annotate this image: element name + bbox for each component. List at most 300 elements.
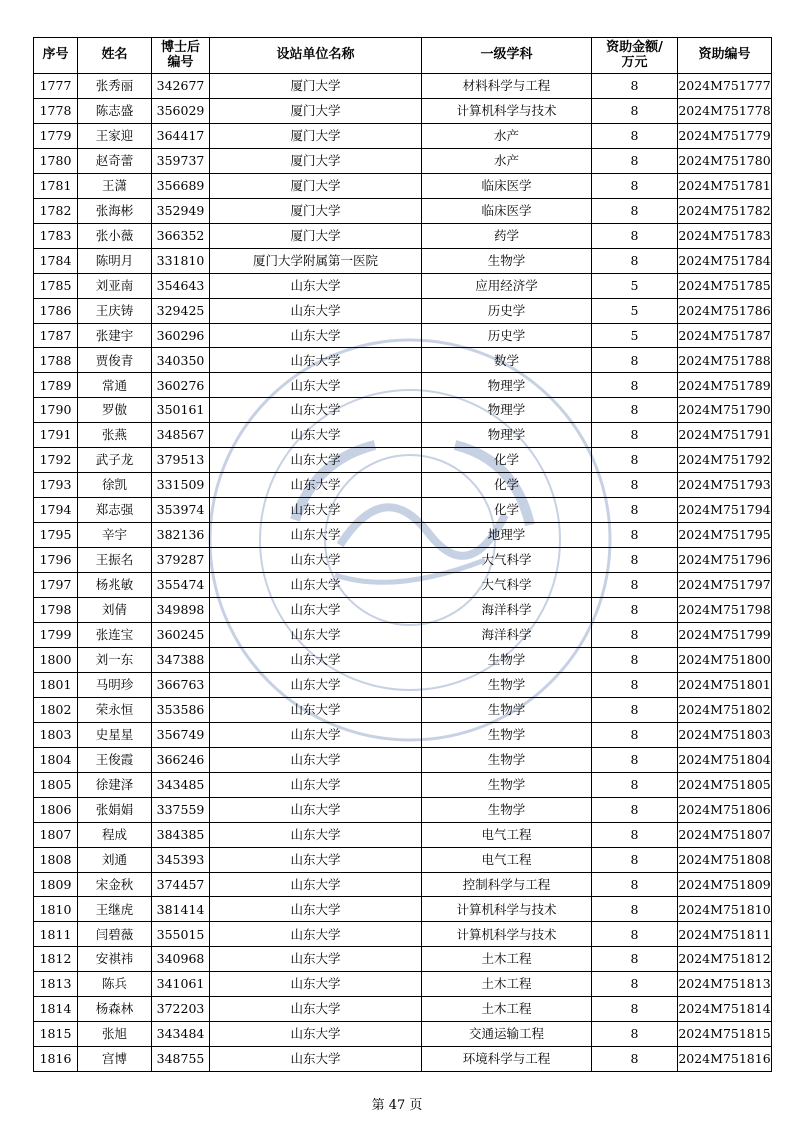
table-row [34, 298, 772, 323]
cell-unit: 山东大学 [210, 722, 422, 747]
cell-unit: 山东大学 [210, 1022, 422, 1047]
cell-name: 刘一东 [78, 647, 152, 672]
cell-index: 1778 [34, 98, 78, 123]
cell-amount: 8 [592, 74, 678, 99]
cell-discipline: 临床医学 [422, 173, 592, 198]
cell-name: 程成 [78, 822, 152, 847]
table-row [34, 772, 772, 797]
cell-amount: 8 [592, 523, 678, 548]
cell-index: 1814 [34, 997, 78, 1022]
table-row [34, 548, 772, 573]
cell-amount: 8 [592, 598, 678, 623]
cell-discipline: 控制科学与工程 [422, 872, 592, 897]
cell-index: 1777 [34, 74, 78, 99]
cell-unit: 山东大学 [210, 822, 422, 847]
cell-unit: 山东大学 [210, 1047, 422, 1072]
cell-discipline: 海洋科学 [422, 598, 592, 623]
table-row [34, 747, 772, 772]
cell-grant-id: 2024M751808 [678, 847, 772, 872]
cell-name: 徐凯 [78, 473, 152, 498]
cell-amount: 5 [592, 273, 678, 298]
table-row [34, 647, 772, 672]
table-row [34, 74, 772, 99]
table-row [34, 972, 772, 997]
cell-grant-id: 2024M751787 [678, 323, 772, 348]
cell-amount: 5 [592, 323, 678, 348]
cell-index: 1803 [34, 722, 78, 747]
cell-index: 1815 [34, 1022, 78, 1047]
cell-discipline: 生物学 [422, 672, 592, 697]
table-row [34, 123, 772, 148]
cell-amount: 8 [592, 822, 678, 847]
cell-discipline: 海洋科学 [422, 622, 592, 647]
table-row [34, 523, 772, 548]
cell-discipline: 化学 [422, 448, 592, 473]
table-row [34, 722, 772, 747]
table-row [34, 598, 772, 623]
cell-name: 贾俊青 [78, 348, 152, 373]
cell-index: 1808 [34, 847, 78, 872]
cell-name: 赵奇蕾 [78, 148, 152, 173]
cell-grant-id: 2024M751805 [678, 772, 772, 797]
cell-amount: 8 [592, 622, 678, 647]
cell-discipline: 生物学 [422, 248, 592, 273]
cell-name: 陈兵 [78, 972, 152, 997]
cell-index: 1810 [34, 897, 78, 922]
cell-discipline: 数学 [422, 348, 592, 373]
cell-index: 1801 [34, 672, 78, 697]
cell-postdoc-id: 379513 [152, 448, 210, 473]
cell-postdoc-id: 340968 [152, 947, 210, 972]
cell-amount: 8 [592, 573, 678, 598]
cell-postdoc-id: 329425 [152, 298, 210, 323]
table-row [34, 273, 772, 298]
cell-index: 1807 [34, 822, 78, 847]
cell-name: 陈明月 [78, 248, 152, 273]
cell-unit: 厦门大学 [210, 98, 422, 123]
cell-amount: 8 [592, 248, 678, 273]
cell-discipline: 计算机科学与技术 [422, 897, 592, 922]
cell-amount: 8 [592, 872, 678, 897]
table-row [34, 373, 772, 398]
cell-discipline: 环境科学与工程 [422, 1047, 592, 1072]
cell-grant-id: 2024M751785 [678, 273, 772, 298]
table-row [34, 922, 772, 947]
cell-unit: 山东大学 [210, 323, 422, 348]
cell-grant-id: 2024M751810 [678, 897, 772, 922]
cell-discipline: 生物学 [422, 747, 592, 772]
cell-grant-id: 2024M751804 [678, 747, 772, 772]
cell-name: 王俊霞 [78, 747, 152, 772]
cell-amount: 8 [592, 947, 678, 972]
cell-unit: 山东大学 [210, 797, 422, 822]
table-row [34, 198, 772, 223]
table-row [34, 498, 772, 523]
col-header-grant-id: 资助编号 [678, 38, 772, 74]
cell-grant-id: 2024M751781 [678, 173, 772, 198]
cell-grant-id: 2024M751806 [678, 797, 772, 822]
cell-postdoc-id: 374457 [152, 872, 210, 897]
cell-grant-id: 2024M751807 [678, 822, 772, 847]
cell-discipline: 临床医学 [422, 198, 592, 223]
cell-amount: 8 [592, 897, 678, 922]
cell-index: 1786 [34, 298, 78, 323]
cell-name: 王继虎 [78, 897, 152, 922]
cell-grant-id: 2024M751812 [678, 947, 772, 972]
cell-postdoc-id: 360245 [152, 622, 210, 647]
cell-postdoc-id: 331810 [152, 248, 210, 273]
cell-amount: 8 [592, 1047, 678, 1072]
cell-postdoc-id: 355474 [152, 573, 210, 598]
cell-unit: 山东大学 [210, 423, 422, 448]
table-row [34, 697, 772, 722]
cell-name: 张小薇 [78, 223, 152, 248]
cell-unit: 山东大学 [210, 373, 422, 398]
cell-postdoc-id: 352949 [152, 198, 210, 223]
cell-unit: 山东大学 [210, 473, 422, 498]
table-body [34, 74, 772, 1072]
cell-grant-id: 2024M751792 [678, 448, 772, 473]
cell-amount: 8 [592, 548, 678, 573]
cell-unit: 厦门大学 [210, 148, 422, 173]
cell-postdoc-id: 337559 [152, 797, 210, 822]
table-row [34, 573, 772, 598]
cell-discipline: 化学 [422, 473, 592, 498]
cell-grant-id: 2024M751813 [678, 972, 772, 997]
cell-index: 1789 [34, 373, 78, 398]
cell-unit: 厦门大学 [210, 173, 422, 198]
cell-name: 张海彬 [78, 198, 152, 223]
table-row [34, 622, 772, 647]
cell-unit: 山东大学 [210, 872, 422, 897]
cell-postdoc-id: 343484 [152, 1022, 210, 1047]
cell-name: 刘倩 [78, 598, 152, 623]
cell-unit: 山东大学 [210, 772, 422, 797]
cell-postdoc-id: 356749 [152, 722, 210, 747]
cell-index: 1802 [34, 697, 78, 722]
col-header-unit: 设站单位名称 [210, 38, 422, 74]
cell-amount: 8 [592, 348, 678, 373]
table-row [34, 672, 772, 697]
cell-grant-id: 2024M751815 [678, 1022, 772, 1047]
cell-discipline: 交通运输工程 [422, 1022, 592, 1047]
cell-unit: 厦门大学 [210, 198, 422, 223]
cell-unit: 山东大学 [210, 922, 422, 947]
cell-name: 王振名 [78, 548, 152, 573]
cell-index: 1790 [34, 398, 78, 423]
cell-index: 1799 [34, 622, 78, 647]
cell-amount: 8 [592, 722, 678, 747]
table-row [34, 248, 772, 273]
table-row [34, 173, 772, 198]
cell-postdoc-id: 379287 [152, 548, 210, 573]
cell-discipline: 土木工程 [422, 997, 592, 1022]
cell-index: 1792 [34, 448, 78, 473]
cell-name: 荣永恒 [78, 697, 152, 722]
cell-index: 1796 [34, 548, 78, 573]
cell-discipline: 水产 [422, 123, 592, 148]
cell-name: 王潇 [78, 173, 152, 198]
cell-discipline: 生物学 [422, 697, 592, 722]
cell-name: 杨森林 [78, 997, 152, 1022]
cell-discipline: 应用经济学 [422, 273, 592, 298]
cell-amount: 8 [592, 123, 678, 148]
cell-name: 马明珍 [78, 672, 152, 697]
cell-unit: 山东大学 [210, 298, 422, 323]
cell-amount: 8 [592, 797, 678, 822]
cell-postdoc-id: 349898 [152, 598, 210, 623]
cell-index: 1813 [34, 972, 78, 997]
table-row [34, 1022, 772, 1047]
cell-amount: 8 [592, 672, 678, 697]
cell-name: 杨兆敏 [78, 573, 152, 598]
table-row [34, 847, 772, 872]
table-row [34, 797, 772, 822]
cell-unit: 山东大学 [210, 847, 422, 872]
cell-grant-id: 2024M751796 [678, 548, 772, 573]
cell-name: 闫碧薇 [78, 922, 152, 947]
cell-postdoc-id: 342677 [152, 74, 210, 99]
col-header-discipline: 一级学科 [422, 38, 592, 74]
cell-amount: 8 [592, 1022, 678, 1047]
cell-name: 宫博 [78, 1047, 152, 1072]
cell-name: 徐建泽 [78, 772, 152, 797]
cell-index: 1812 [34, 947, 78, 972]
cell-discipline: 水产 [422, 148, 592, 173]
table-row [34, 997, 772, 1022]
cell-postdoc-id: 353974 [152, 498, 210, 523]
cell-unit: 山东大学 [210, 747, 422, 772]
cell-index: 1791 [34, 423, 78, 448]
cell-postdoc-id: 360276 [152, 373, 210, 398]
cell-postdoc-id: 366246 [152, 747, 210, 772]
cell-unit: 山东大学 [210, 398, 422, 423]
cell-amount: 8 [592, 148, 678, 173]
header-row [34, 38, 772, 74]
page-number: 第 47 页 [371, 1098, 423, 1113]
cell-grant-id: 2024M751795 [678, 523, 772, 548]
cell-name: 罗傲 [78, 398, 152, 423]
cell-postdoc-id: 384385 [152, 822, 210, 847]
cell-index: 1781 [34, 173, 78, 198]
cell-index: 1785 [34, 273, 78, 298]
cell-discipline: 物理学 [422, 398, 592, 423]
cell-discipline: 计算机科学与技术 [422, 922, 592, 947]
cell-amount: 8 [592, 223, 678, 248]
cell-index: 1797 [34, 573, 78, 598]
cell-postdoc-id: 348755 [152, 1047, 210, 1072]
cell-grant-id: 2024M751797 [678, 573, 772, 598]
cell-grant-id: 2024M751801 [678, 672, 772, 697]
cell-discipline: 化学 [422, 498, 592, 523]
cell-name: 张连宝 [78, 622, 152, 647]
cell-unit: 山东大学 [210, 647, 422, 672]
cell-unit: 厦门大学 [210, 123, 422, 148]
cell-unit: 山东大学 [210, 498, 422, 523]
cell-discipline: 历史学 [422, 298, 592, 323]
cell-grant-id: 2024M751788 [678, 348, 772, 373]
cell-grant-id: 2024M751784 [678, 248, 772, 273]
cell-index: 1783 [34, 223, 78, 248]
cell-postdoc-id: 366352 [152, 223, 210, 248]
col-header-name: 姓名 [78, 38, 152, 74]
cell-grant-id: 2024M751790 [678, 398, 772, 423]
cell-amount: 5 [592, 298, 678, 323]
cell-grant-id: 2024M751798 [678, 598, 772, 623]
cell-amount: 8 [592, 373, 678, 398]
cell-amount: 8 [592, 647, 678, 672]
cell-grant-id: 2024M751811 [678, 922, 772, 947]
cell-unit: 山东大学 [210, 548, 422, 573]
cell-amount: 8 [592, 498, 678, 523]
cell-amount: 8 [592, 997, 678, 1022]
cell-unit: 山东大学 [210, 972, 422, 997]
cell-unit: 山东大学 [210, 348, 422, 373]
cell-discipline: 历史学 [422, 323, 592, 348]
table-row [34, 1047, 772, 1072]
cell-unit: 山东大学 [210, 273, 422, 298]
cell-postdoc-id: 354643 [152, 273, 210, 298]
cell-grant-id: 2024M751809 [678, 872, 772, 897]
funding-table [33, 37, 772, 1072]
cell-grant-id: 2024M751777 [678, 74, 772, 99]
cell-unit: 厦门大学 [210, 74, 422, 99]
cell-grant-id: 2024M751802 [678, 697, 772, 722]
cell-name: 张燕 [78, 423, 152, 448]
cell-index: 1787 [34, 323, 78, 348]
cell-name: 常通 [78, 373, 152, 398]
cell-unit: 山东大学 [210, 697, 422, 722]
cell-amount: 8 [592, 697, 678, 722]
cell-postdoc-id: 347388 [152, 647, 210, 672]
cell-discipline: 物理学 [422, 423, 592, 448]
cell-grant-id: 2024M751789 [678, 373, 772, 398]
cell-postdoc-id: 356029 [152, 98, 210, 123]
cell-name: 刘通 [78, 847, 152, 872]
cell-discipline: 土木工程 [422, 972, 592, 997]
cell-discipline: 生物学 [422, 722, 592, 747]
cell-grant-id: 2024M751786 [678, 298, 772, 323]
cell-amount: 8 [592, 772, 678, 797]
cell-unit: 山东大学 [210, 448, 422, 473]
cell-postdoc-id: 360296 [152, 323, 210, 348]
cell-unit: 山东大学 [210, 523, 422, 548]
cell-unit: 山东大学 [210, 947, 422, 972]
cell-grant-id: 2024M751780 [678, 148, 772, 173]
cell-name: 王家迎 [78, 123, 152, 148]
cell-index: 1809 [34, 872, 78, 897]
cell-index: 1798 [34, 598, 78, 623]
cell-name: 史星星 [78, 722, 152, 747]
cell-index: 1793 [34, 473, 78, 498]
cell-discipline: 计算机科学与技术 [422, 98, 592, 123]
cell-amount: 8 [592, 173, 678, 198]
cell-amount: 8 [592, 747, 678, 772]
col-header-amount: 资助金额/万元 [592, 38, 678, 74]
table-row [34, 148, 772, 173]
cell-name: 安祺祎 [78, 947, 152, 972]
cell-discipline: 材料科学与工程 [422, 74, 592, 99]
cell-name: 张秀丽 [78, 74, 152, 99]
cell-amount: 8 [592, 847, 678, 872]
cell-index: 1804 [34, 747, 78, 772]
cell-amount: 8 [592, 198, 678, 223]
cell-name: 刘亚南 [78, 273, 152, 298]
cell-name: 宋金秋 [78, 872, 152, 897]
cell-postdoc-id: 331509 [152, 473, 210, 498]
table-row [34, 423, 772, 448]
cell-amount: 8 [592, 972, 678, 997]
col-header-index: 序号 [34, 38, 78, 74]
cell-grant-id: 2024M751799 [678, 622, 772, 647]
cell-postdoc-id: 340350 [152, 348, 210, 373]
cell-name: 张旭 [78, 1022, 152, 1047]
cell-grant-id: 2024M751779 [678, 123, 772, 148]
cell-grant-id: 2024M751794 [678, 498, 772, 523]
cell-unit: 山东大学 [210, 997, 422, 1022]
cell-discipline: 物理学 [422, 373, 592, 398]
cell-index: 1794 [34, 498, 78, 523]
cell-postdoc-id: 350161 [152, 398, 210, 423]
cell-amount: 8 [592, 423, 678, 448]
cell-name: 陈志盛 [78, 98, 152, 123]
cell-grant-id: 2024M751803 [678, 722, 772, 747]
cell-discipline: 大气科学 [422, 548, 592, 573]
table-row [34, 473, 772, 498]
cell-index: 1784 [34, 248, 78, 273]
cell-discipline: 电气工程 [422, 847, 592, 872]
cell-discipline: 电气工程 [422, 822, 592, 847]
cell-index: 1780 [34, 148, 78, 173]
cell-discipline: 药学 [422, 223, 592, 248]
cell-postdoc-id: 356689 [152, 173, 210, 198]
cell-index: 1795 [34, 523, 78, 548]
cell-index: 1816 [34, 1047, 78, 1072]
table-row [34, 323, 772, 348]
cell-unit: 山东大学 [210, 598, 422, 623]
cell-postdoc-id: 345393 [152, 847, 210, 872]
cell-unit: 厦门大学附属第一医院 [210, 248, 422, 273]
cell-discipline: 生物学 [422, 797, 592, 822]
col-header-postdoc-id: 博士后编号 [152, 38, 210, 74]
cell-grant-id: 2024M751778 [678, 98, 772, 123]
cell-index: 1811 [34, 922, 78, 947]
cell-amount: 8 [592, 398, 678, 423]
cell-amount: 8 [592, 448, 678, 473]
cell-grant-id: 2024M751816 [678, 1047, 772, 1072]
cell-name: 辛宇 [78, 523, 152, 548]
table-row [34, 947, 772, 972]
table-row [34, 398, 772, 423]
table-row [34, 448, 772, 473]
cell-amount: 8 [592, 473, 678, 498]
cell-index: 1805 [34, 772, 78, 797]
cell-postdoc-id: 353586 [152, 697, 210, 722]
cell-name: 郑志强 [78, 498, 152, 523]
cell-name: 王庆铸 [78, 298, 152, 323]
cell-postdoc-id: 359737 [152, 148, 210, 173]
cell-discipline: 地理学 [422, 523, 592, 548]
cell-name: 张娟娟 [78, 797, 152, 822]
cell-grant-id: 2024M751782 [678, 198, 772, 223]
cell-discipline: 生物学 [422, 772, 592, 797]
cell-discipline: 大气科学 [422, 573, 592, 598]
cell-discipline: 生物学 [422, 647, 592, 672]
cell-unit: 山东大学 [210, 573, 422, 598]
cell-amount: 8 [592, 922, 678, 947]
table-row [34, 348, 772, 373]
cell-index: 1788 [34, 348, 78, 373]
